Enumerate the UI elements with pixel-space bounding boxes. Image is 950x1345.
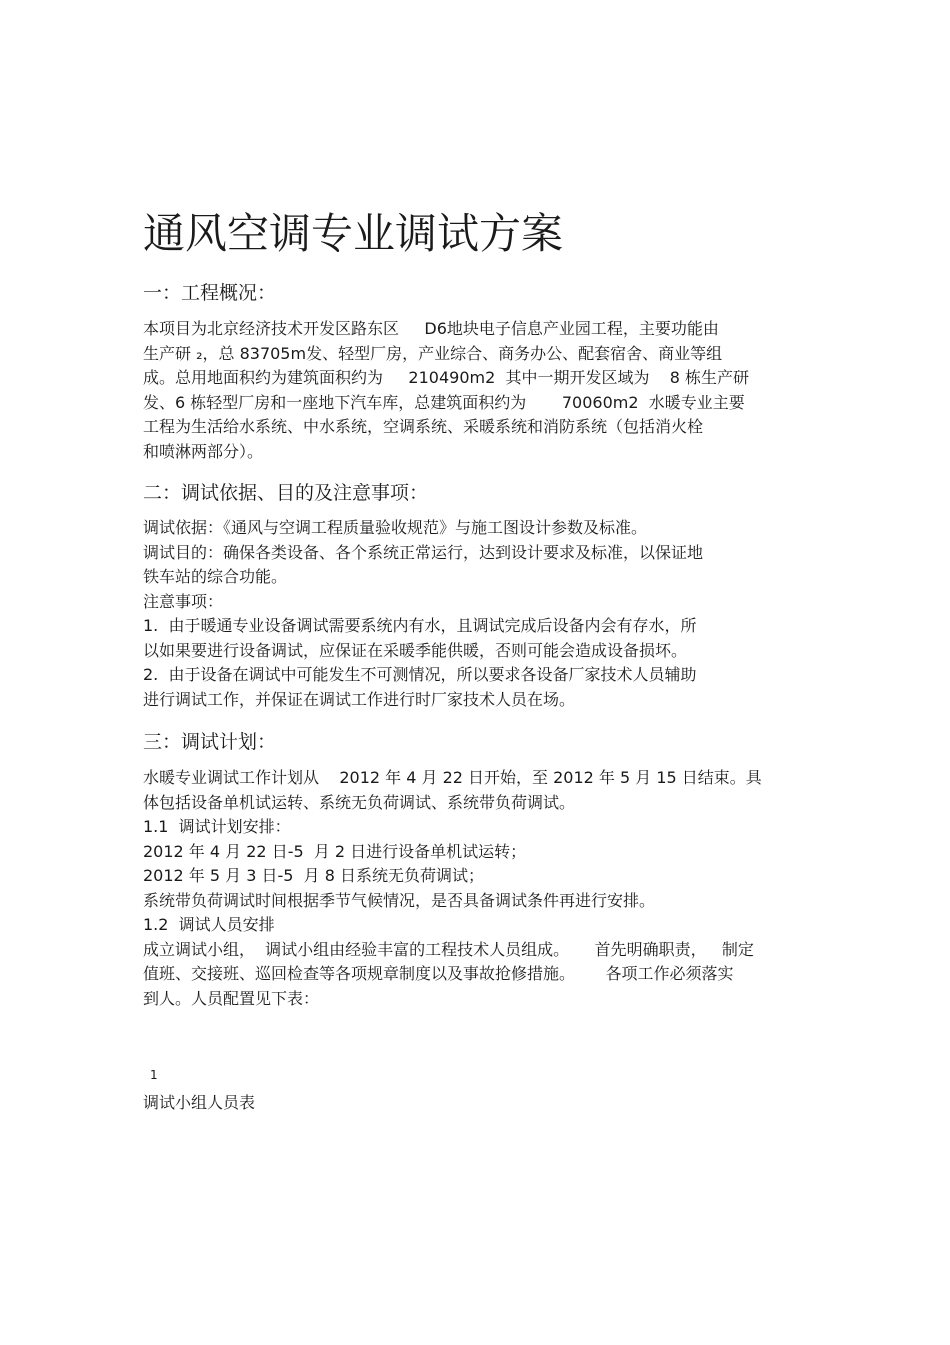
paragraph-line: 值班、交接班、巡回检查等各项规章制度以及事故抢修措施。 各项工作必须落实 <box>143 964 734 983</box>
paragraph-line: 2012 年 5 月 3 日-5 月 8 日系统无负荷调试； <box>143 866 484 885</box>
paragraph-line: 水暖专业调试工作计划从 2012 年 4 月 22 日开始，至 2012 年 5 月 15 日结束。具 <box>143 768 762 787</box>
overview-paragraph <box>143 317 813 464</box>
section-heading-overview: 一：工程概况： <box>143 282 277 304</box>
basis-paragraph <box>143 516 813 712</box>
paragraph-line: 以如果要进行设备调试，应保证在采暖季能供暖，否则可能会造成设备损坏。 <box>143 640 688 660</box>
paragraph-line: 到人。人员配置见下表： <box>143 988 320 1008</box>
paragraph-line: 成。总用地面积约为建筑面积约为 210490m2 其中一期开发区域为 8 栋生产研 <box>143 368 750 387</box>
paragraph-line: 成立调试小组， 调试小组由经验丰富的工程技术人员组成。 首先明确职责， 制定 <box>143 939 754 959</box>
paragraph-line: 本项目为北京经济技术开发区路东区 D6地块电子信息产业园工程，主要功能由 <box>143 319 719 338</box>
paragraph-line: 工程为生活给水系统、中水系统，空调系统、采暖系统和消防系统（包括消火栓 <box>143 417 704 436</box>
paragraph-line: 铁车站的综合功能。 <box>143 567 288 586</box>
page-title: 通风空调专业调试方案 <box>143 209 564 258</box>
paragraph-line: 发、6 栋轻型厂房和一座地下汽车库，总建筑面积约为 70060m2 水暖专业主要 <box>143 392 745 412</box>
paragraph-line: 调试依据：《通风与空调工程质量验收规范》与施工图设计参数及标准。 <box>143 518 648 537</box>
paragraph-line: 体包括设备单机试运转、系统无负荷调试、系统带负荷调试。 <box>143 792 576 812</box>
paragraph-line: 2. 由于设备在调试中可能发生不可测情况，所以要求各设备厂家技术人员辅助 <box>143 665 697 684</box>
paragraph-line: 注意事项： <box>143 591 224 611</box>
paragraph-line: 1. 由于暖通专业设备调试需要系统内有水，且调试完成后设备内会有存水，所 <box>143 616 697 635</box>
table-caption: 调试小组人员表 <box>143 1093 256 1112</box>
paragraph-line: 生产研 ₂，总 83705m发、轻型厂房，产业综合、商务办公、配套宿舍、商业等组 <box>143 343 723 363</box>
page-number: 1 <box>150 1068 158 1082</box>
paragraph-line: 1.1 调试计划安排： <box>143 817 291 836</box>
paragraph-line: 系统带负荷调试时间根据季节气候情况，是否具备调试条件再进行安排。 <box>143 890 656 910</box>
paragraph-line: 2012 年 4 月 22 日-5 月 2 日进行设备单机试运转； <box>143 841 527 861</box>
section-heading-basis: 二：调试依据、目的及注意事项： <box>143 482 429 504</box>
plan-paragraph <box>143 766 813 1011</box>
paragraph-line: 进行调试工作，并保证在调试工作进行时厂家技术人员在场。 <box>143 689 576 709</box>
section-heading-plan: 三：调试计划： <box>143 731 277 753</box>
paragraph-line: 和喷淋两部分）。 <box>143 441 264 461</box>
paragraph-line: 1.2 调试人员安排 <box>143 915 275 934</box>
paragraph-line: 调试目的：确保各类设备、各个系统正常运行，达到设计要求及标准，以保证地 <box>143 542 704 562</box>
